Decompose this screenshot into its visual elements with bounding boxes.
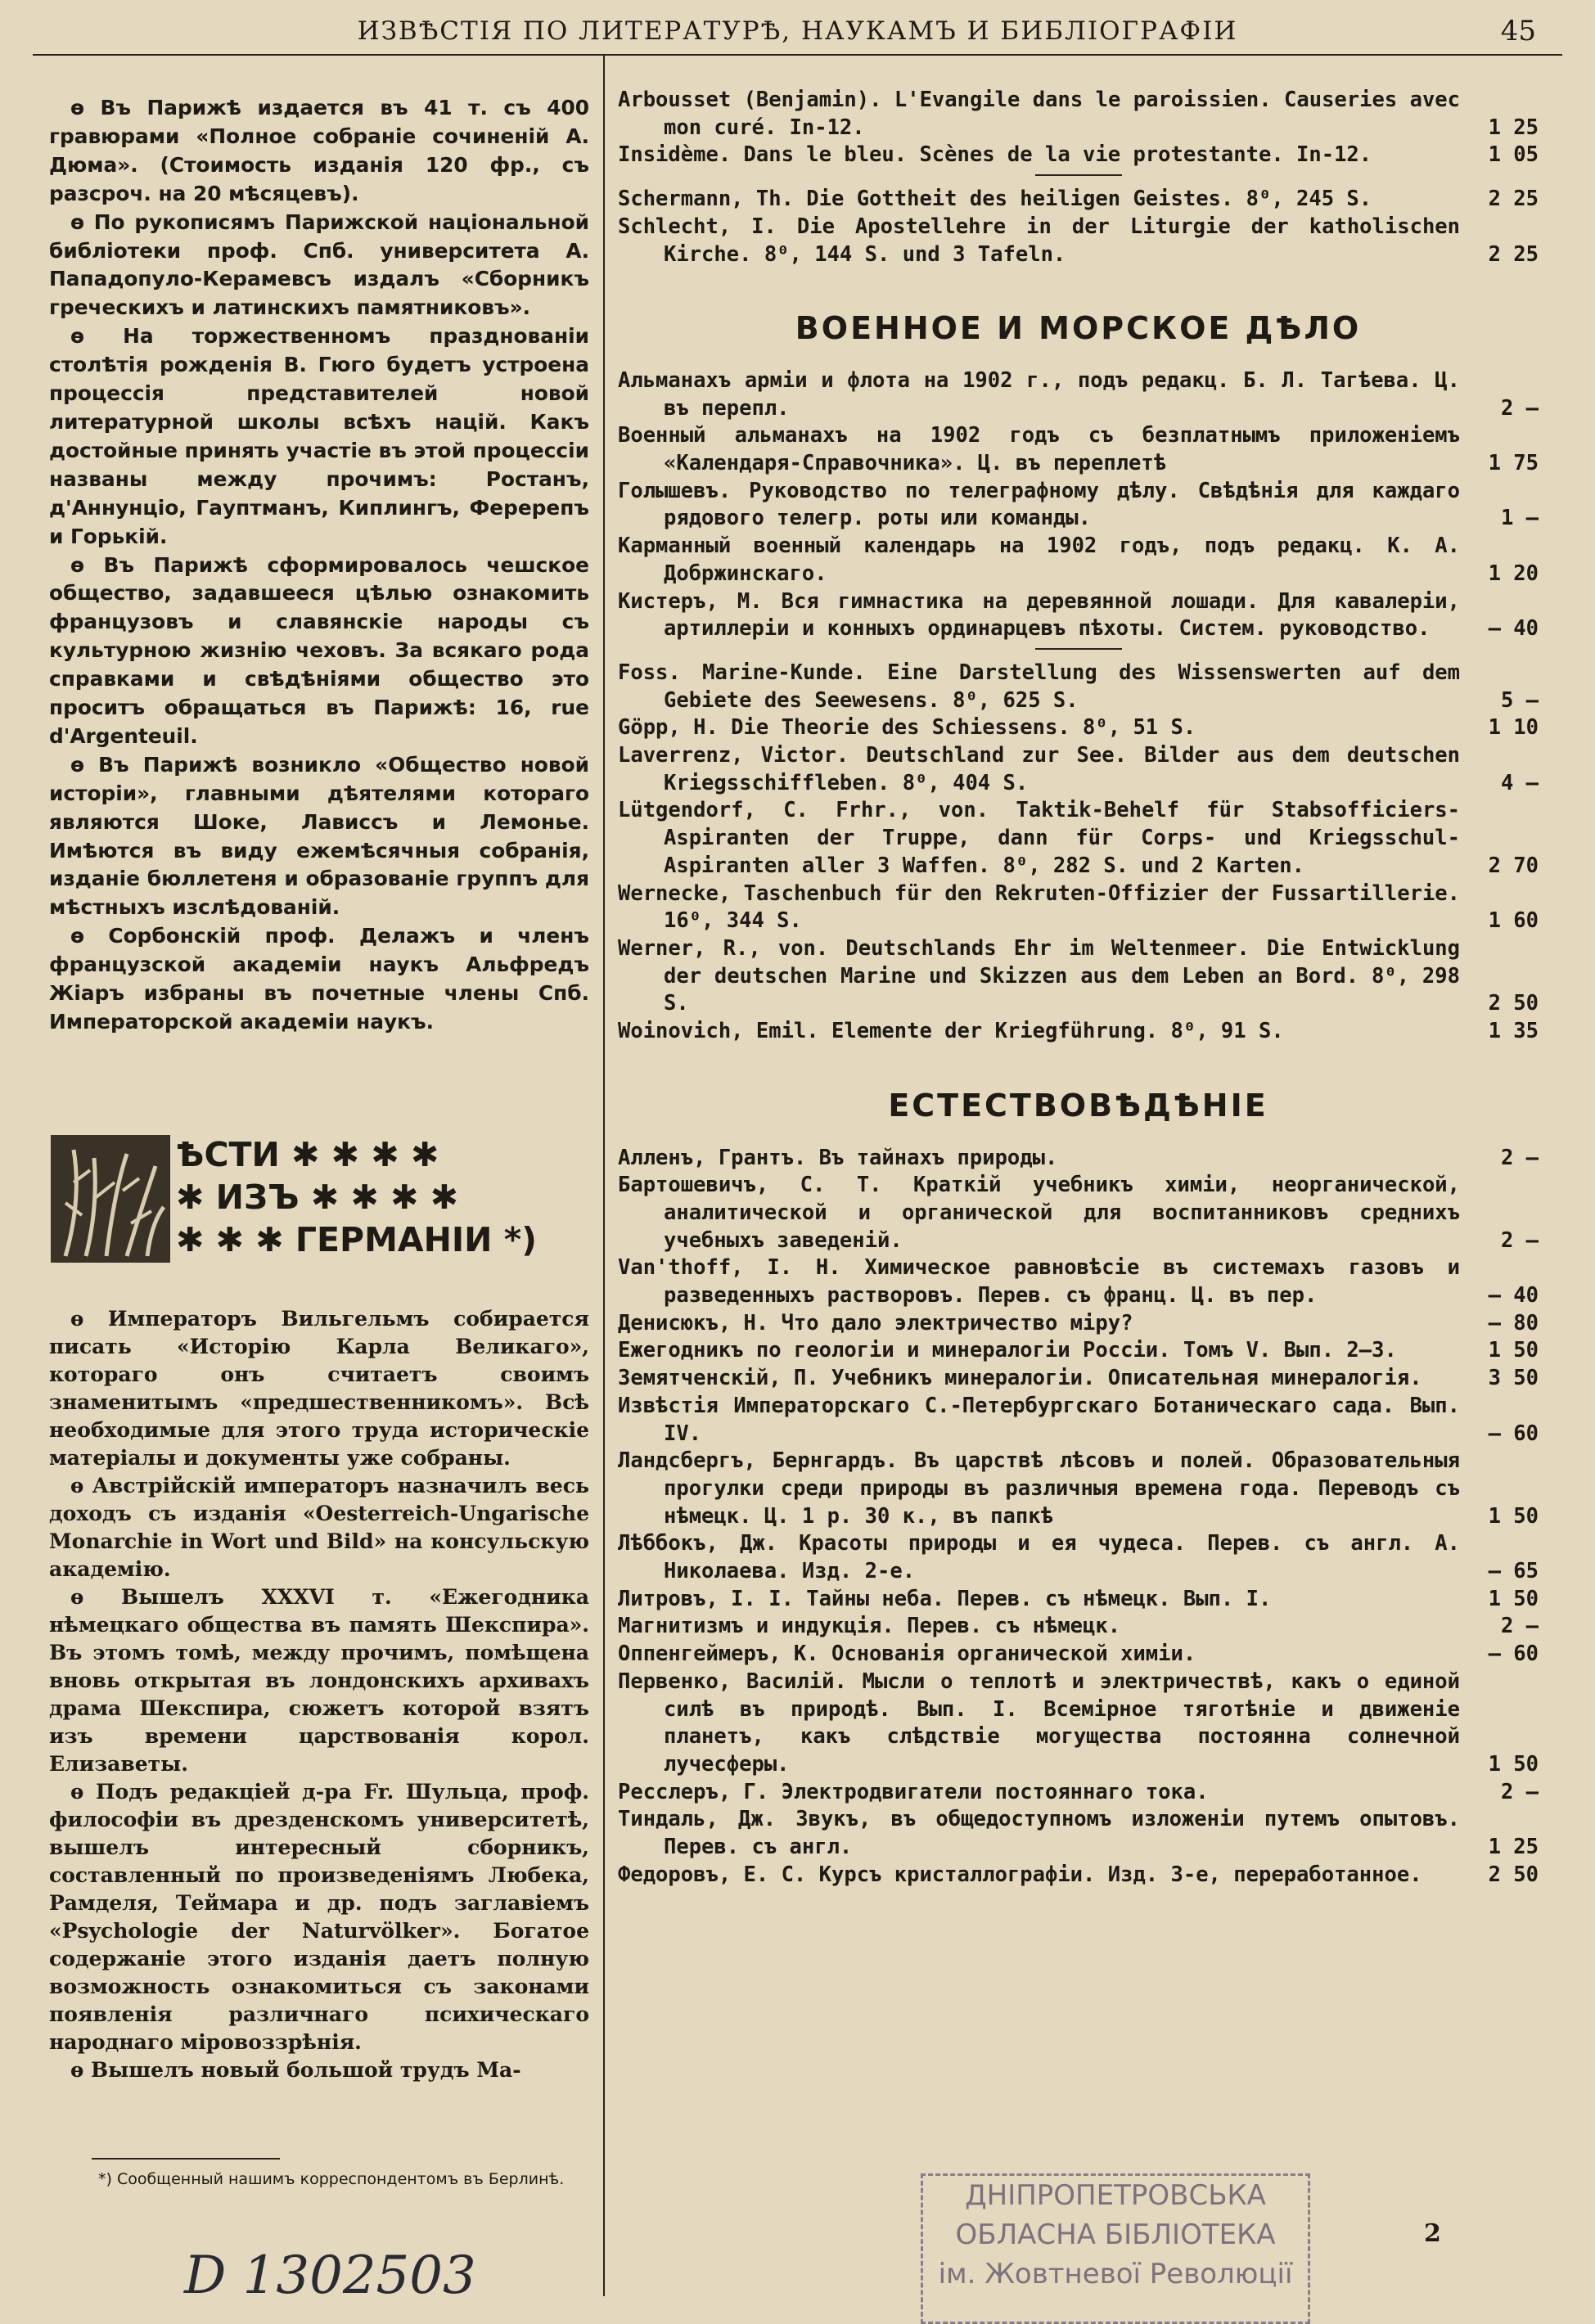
- news-paragraph: ѳ Сорбонскій проф. Делажъ и членъ французской академіи наукъ Альфредъ Жіаръ избраны въ почетные члены Спб. Императорской академіи наукъ.: [49, 924, 589, 1034]
- entry-text: Бартошевичъ, С. Т. Краткій учебникъ химіи, неорганической, аналитической и органической для воспитанниковъ среднихъ учебныхъ заведеній.: [618, 1173, 1460, 1253]
- book-entry: [618, 1806, 1539, 1861]
- entry-price: 2 —: [1500, 1145, 1539, 1170]
- entry-text: Земятченскій, П. Учебникъ минералогіи. Описательная минералогія.: [618, 1366, 1422, 1391]
- entry-price: — 40: [1488, 1283, 1539, 1308]
- book-entry: [618, 533, 1539, 588]
- book-entry: [618, 1018, 1539, 1046]
- entry-text: Göpp, H. Die Theorie des Schiessens. 8⁰, 51 S.: [618, 715, 1196, 741]
- news-paragraph: ѳ На торжественномъ празднованіи столѣтія рожденія В. Гюго будетъ устроена процессія представителей новой литературной школы всѣхъ націй. Какъ достойные принять участіе въ этой процессіи названы между прочимъ: Ростанъ, д'Аннунціо, Гауптманъ, Киплингъ, Феререпъ и Горькій.: [49, 324, 589, 548]
- news-paragraph: ѳ Вышелъ новый большой трудъ Ма-: [70, 2058, 521, 2082]
- entry-text: Извѣстія Императорскаго С.-Петербургскаго Ботаническаго сада. Вып. IV.: [618, 1393, 1460, 1446]
- entry-price: 1 50: [1488, 1503, 1539, 1529]
- entry-price: 1 35: [1488, 1019, 1539, 1044]
- footnote: [49, 2169, 589, 2190]
- entry-price: 2 —: [1500, 1614, 1539, 1639]
- book-entry: [618, 588, 1539, 643]
- book-entry: [618, 1586, 1539, 1614]
- entry-text: Первенко, Василій. Мысли о теплотѣ и электричествѣ, какъ о единой силѣ въ природѣ. Вып. I. Всемірное тяготѣніе и движеніе планетъ, какъ слѣдствіе могущества постоянна солнечной лучесферы.: [618, 1669, 1460, 1777]
- book-entry: [618, 422, 1539, 477]
- news-paragraph: ѳ Подъ редакціей д-ра Fr. Шульца, проф. философіи въ дрезденскомъ университетѣ, вышелъ интересный сборникъ, составленный по произведеніямъ Любека, Рамделя, Теймара и др. подъ заглавіемъ «Psychologie der Naturvölker». Богатое содержаніе этого изданія даетъ полную возможность ознакомиться съ законами появленія различнаго психическаго народнаго міровоззрѣнія.: [49, 1780, 589, 2054]
- entry-text: Schermann, Th. Die Gottheit des heiligen Geistes. 8⁰, 245 S.: [618, 187, 1372, 212]
- banner-line-1: ѢСТИ ✱ ✱ ✱ ✱: [176, 1135, 439, 1174]
- book-entry: [618, 1779, 1539, 1807]
- left-column-news: [49, 94, 589, 1037]
- book-entry: [618, 1393, 1539, 1448]
- entry-price: 1 05: [1488, 142, 1539, 168]
- entry-text: Алленъ, Грантъ. Въ тайнахъ природы.: [618, 1145, 1058, 1170]
- entry-text: Laverrenz, Victor. Deutschland zur See. Bilder aus dem deutschen Kriegsschiffleben. 8⁰, 404 S.: [618, 743, 1460, 795]
- page-header: ИЗВѢСТІЯ ПО ЛИТЕРАТУРѢ, НАУКАМЪ И БИБЛІОГРАФІИ: [357, 16, 1238, 46]
- section-title-military: ВОЕННОЕ И МОРСКОЕ ДѢЛО: [795, 310, 1362, 347]
- entry-text: Insidème. Dans le bleu. Scènes de la vie protestante. In-12.: [618, 142, 1372, 168]
- library-stamp: [921, 2173, 1310, 2324]
- entry-price: 1 —: [1500, 506, 1539, 531]
- news-paragraph: ѳ Императоръ Вильгельмъ собирается писать «Исторію Карла Великаго», котораго онъ считаетъ своимъ знаменитымъ «предшественникомъ». Всѣ необходимые для этого труда историческіе матеріалы и документы уже собраны.: [49, 1307, 589, 1470]
- entry-price: 1 50: [1488, 1751, 1539, 1777]
- book-entry: [618, 1530, 1539, 1585]
- stamp-line-3: ім. Жовтневої Революції: [938, 2258, 1293, 2290]
- entry-text: Ландсбергъ, Бернгардъ. Въ царствѣ лѣсовъ и полей. Образовательныя прогулки среди природы въ различныя времена года. Переводъ съ нѣмецк. Ц. 1 р. 30 к., въ папкѣ: [618, 1448, 1460, 1529]
- book-entry: [618, 881, 1539, 935]
- entry-text: Ресслеръ, Г. Электродвигатели постояннаго тока.: [618, 1779, 1209, 1804]
- entry-price: — 80: [1488, 1310, 1539, 1335]
- book-entry: [618, 1172, 1539, 1254]
- entry-text: Федоровъ, Е. С. Курсъ кристаллографіи. Изд. 3-е, переработанное.: [618, 1862, 1422, 1887]
- banner-line-3: ✱ ✱ ✱ ГЕРМАНІИ *): [176, 1220, 537, 1259]
- entry-text: Van'thoff, I. Н. Химическое равновѣсіе въ системахъ газовъ и разведенныхъ растворовъ. Перев. съ франц. Ц. въ пер.: [618, 1255, 1460, 1308]
- column-divider: [603, 54, 605, 2296]
- book-entry: [618, 87, 1539, 142]
- entry-text: Военный альманахъ на 1902 годъ съ безплатнымъ приложеніемъ «Календаря-Справочника». Ц. въ переплетѣ: [618, 423, 1460, 476]
- left-column-germany-news: [49, 1305, 589, 2084]
- header-rule: [33, 54, 1562, 56]
- entry-price: — 65: [1488, 1559, 1539, 1584]
- entry-text: Оппенгеймеръ, К. Основанія органической химіи.: [618, 1642, 1196, 1667]
- book-entry: [618, 935, 1539, 1018]
- entry-price: 2 —: [1500, 1227, 1539, 1253]
- book-entry: [618, 714, 1539, 742]
- entry-text: Кистеръ, М. Вся гимнастика на деревянной лошади. Для кавалеріи, артиллеріи и конныхъ ординарцевъ пѣхоты. Систем. руководство.: [618, 588, 1460, 642]
- entry-price: 1 25: [1488, 115, 1539, 140]
- page-number: 45: [1500, 15, 1536, 47]
- news-paragraph: ѳ Въ Парижѣ возникло «Общество новой исторіи», главными дѣятелями котораго являются Шоке, Лависсъ и Лемонье. Имѣются въ виду ежемѣсячныя собранія, изданіе бюллетеня и образованіе группъ для мѣстныхъ изслѣдованій.: [49, 752, 589, 920]
- section-title-science: ЕСТЕСТВОВѢДѢНІЕ: [888, 1087, 1268, 1124]
- entry-text: Магнитизмъ и индукція. Перев. съ нѣмецк.: [618, 1614, 1121, 1639]
- entry-text: Werner, R., von. Deutschlands Ehr im Weltenmeer. Die Entwicklung der deutschen Marine und Skizzen aus dem Leben an Bord. 8⁰, 298 S.: [618, 935, 1460, 1016]
- book-entry: [618, 660, 1539, 714]
- book-entry: [618, 478, 1539, 533]
- book-entry: [618, 742, 1539, 797]
- separator: [1035, 174, 1122, 176]
- footnote-rule: [92, 2158, 280, 2160]
- entry-text: Lütgendorf, C. Frhr., von. Taktik-Behelf für Stabsofficiers-Aspiranten der Truppe, dann für Corps- und Kriegsschul-Aspiranten aller 3 Waffen. 8⁰, 282 S. und 2 Karten.: [618, 798, 1460, 878]
- book-entry: [618, 367, 1539, 422]
- stamp-line-1: ДНІПРОПЕТРОВСЬКА: [965, 2179, 1266, 2212]
- entry-text: Foss. Marine-Kunde. Eine Darstellung des Wissenswerten auf dem Gebiete des Seewesens. 8⁰, 625 S.: [618, 660, 1460, 713]
- book-entry: [618, 1254, 1539, 1309]
- book-entry: [618, 797, 1539, 880]
- entry-price: — 60: [1488, 1421, 1539, 1446]
- entry-price: 2 25: [1488, 241, 1539, 267]
- entry-price: 2 25: [1488, 187, 1539, 212]
- entry-price: 1 75: [1488, 451, 1539, 476]
- entry-price: 1 60: [1488, 908, 1539, 934]
- entry-price: 1 50: [1488, 1586, 1539, 1611]
- book-entry: [618, 1365, 1539, 1393]
- book-entry: [618, 1641, 1539, 1669]
- entry-text: Wernecke, Taschenbuch für den Rekruten-Offizier der Fussartillerie. 16⁰, 344 S.: [618, 881, 1460, 934]
- entry-text: Денисюкъ, Н. Что дало электричество міру?: [618, 1310, 1133, 1335]
- signature-mark: 2: [1424, 2219, 1441, 2248]
- entry-price: 4 —: [1500, 770, 1539, 795]
- stamp-line-2: ОБЛАСНА БІБЛІОТЕКА: [955, 2218, 1276, 2251]
- entry-text: Ежегодникъ по геологіи и минералогіи Россіи. Томъ V. Вып. 2—3.: [618, 1338, 1397, 1363]
- book-entry: [618, 1862, 1539, 1889]
- entry-price: 1 25: [1488, 1835, 1539, 1860]
- book-entry: [618, 214, 1539, 268]
- entry-price: 2 50: [1488, 1862, 1539, 1887]
- news-paragraph: ѳ Австрійскій императоръ назначилъ весь доходъ съ изданія «Oesterreich-Ungarische Monarchie in Wort und Bild» на консульскую академію.: [49, 1474, 589, 1581]
- book-entry: [618, 1613, 1539, 1641]
- banner-line-2: ✱ ИЗЪ ✱ ✱ ✱ ✱: [176, 1178, 459, 1217]
- entry-text: Литровъ, I. I. Тайны неба. Перев. съ нѣмецк. Вып. I.: [618, 1586, 1272, 1611]
- book-entry: [618, 1310, 1539, 1338]
- footnote-text: *) Сообщенный нашимъ корреспондентомъ въ Берлинѣ.: [98, 2170, 565, 2188]
- entry-price: — 60: [1488, 1642, 1539, 1667]
- entry-price: 1 50: [1488, 1338, 1539, 1363]
- ornamental-vignette-icon: [49, 1133, 172, 1264]
- germany-news-banner: [49, 1133, 593, 1264]
- right-column-bibliography: [618, 87, 1539, 1889]
- entry-text: Лѣббокъ, Дж. Красоты природы и ея чудеса. Перев. съ англ. А. Николаева. Изд. 2-е.: [618, 1531, 1460, 1584]
- book-entry: [618, 1337, 1539, 1365]
- book-entry: [618, 142, 1539, 169]
- entry-price: 2 50: [1488, 991, 1539, 1016]
- book-entry: [618, 1448, 1539, 1530]
- entry-price: 2 —: [1500, 395, 1539, 421]
- news-paragraph: ѳ Въ Парижѣ сформировалось чешское общество, задавшееся цѣлью ознакомить французовъ и славянскіе народы съ культурною жизнію чеховъ. За всякаго рода справками и свѣдѣніями общество это проситъ обращаться въ Парижѣ: 16, rue d'Argenteuil.: [49, 552, 589, 748]
- entry-price: 5 —: [1500, 687, 1539, 713]
- entry-price: 2 —: [1500, 1779, 1539, 1804]
- entry-price: 1 20: [1488, 561, 1539, 586]
- separator: [1035, 648, 1122, 650]
- entry-text: Woinovich, Emil. Elemente der Kriegführung. 8⁰, 91 S.: [618, 1019, 1284, 1044]
- entry-text: Альманахъ арміи и флота на 1902 г., подъ редакц. Б. Л. Тагѣева. Ц. въ перепл.: [618, 367, 1460, 421]
- news-paragraph: ѳ Вышелъ XXXVI т. «Ежегодника нѣмецкаго общества въ память Шекспира». Въ этомъ томѣ, между прочимъ, помѣщена вновь открытая въ лондонскихъ архивахъ драма Шекспира, сюжетъ которой взятъ изъ времени царствованія корол. Елизаветы.: [49, 1585, 589, 1776]
- entry-text: Arbousset (Benjamin). L'Evangile dans le paroissien. Causeries avec mon curé. In-12.: [618, 88, 1460, 140]
- entry-text: Schlecht, I. Die Apostellehre in der Liturgie der katholischen Kirche. 8⁰, 144 S. und 3 Tafeln.: [618, 214, 1460, 267]
- book-entry: [618, 186, 1539, 214]
- entry-text: Карманный военный календарь на 1902 годъ, подъ редакц. К. А. Добржинскаго.: [618, 534, 1460, 586]
- entry-price: 1 10: [1488, 715, 1539, 741]
- entry-price: 3 50: [1488, 1366, 1539, 1391]
- entry-text: Голышевъ. Руководство по телеграфному дѣлу. Свѣдѣнія для каждаго рядового телегр. роты или команды.: [618, 478, 1460, 531]
- news-paragraph: ѳ Въ Парижѣ издается въ 41 т. съ 400 гравюрами «Полное собраніе сочиненій А. Дюма». (Стоимость изданія 120 фр., съ разсроч. на 20 мѣсяцевъ).: [49, 96, 589, 205]
- entry-price: — 40: [1488, 616, 1539, 642]
- book-entry: [618, 1669, 1539, 1779]
- entry-price: 2 70: [1488, 853, 1539, 878]
- entry-text: Тиндаль, Дж. Звукъ, въ общедоступномъ изложеніи путемъ опытовъ. Перев. съ англ.: [618, 1807, 1460, 1860]
- handwritten-inventory-number: D 1302503: [184, 2245, 476, 2306]
- book-entry: [618, 1145, 1539, 1173]
- news-paragraph: ѳ По рукописямъ Парижской національной библіотеки проф. Спб. университета А. Пападопуло-Керамевсъ издалъ «Сборникъ греческихъ и латинскихъ памятниковъ».: [49, 209, 589, 320]
